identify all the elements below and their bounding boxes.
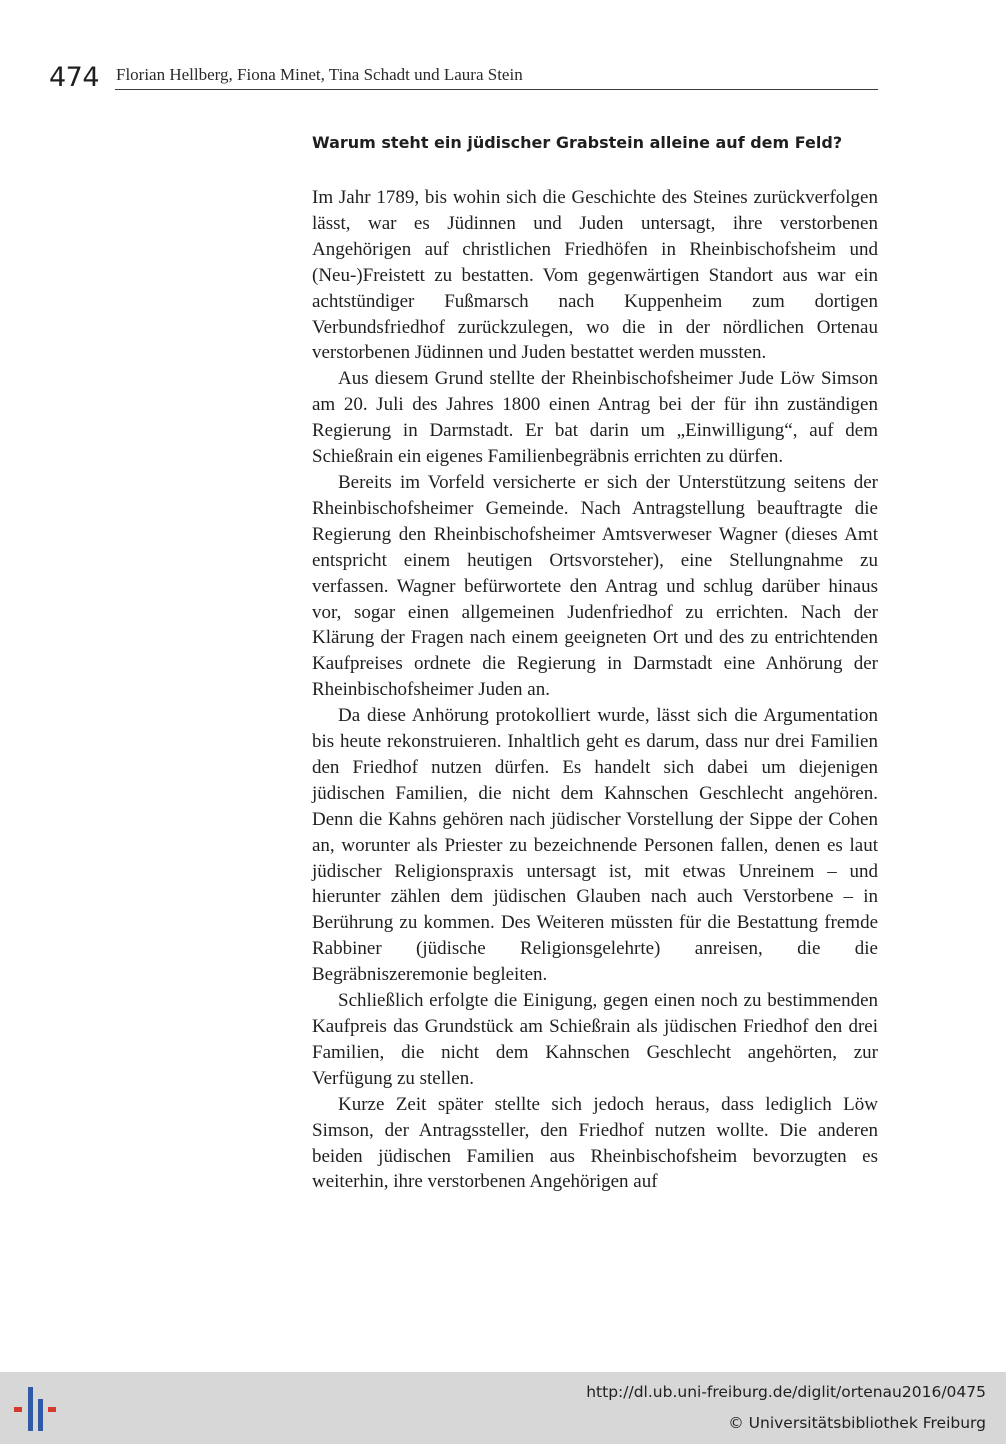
footer-copyright: © Universitätsbibliothek Freiburg: [728, 1414, 986, 1432]
paragraph: Da diese Anhörung protokolliert wurde, lässt sich die Argumentation bis heute rekonstruieren. Inhaltlich geht es darum, dass nur drei Familien den Friedhof nutzen dürfen. Es handelt sich dabei um diejenigen jüdischen Familien, die nicht dem Kahnschen Geschlecht angehören. Denn die Kahns gehören nach jüdischer Vorstellung der Sippe der Cohen an, worunter als Priester zu bezeichnende Personen fallen, denen es laut jüdischer Religionspraxis untersagt ist, mit etwas Unreinem – und hierunter zählen dem jüdischen Glauben nach auch Verstorbene – in Berührung zu kommen. Des Weiteren müssten für die Bestattung fremde Rabbiner (jüdische Religionsgelehrte) anreisen, die die Begräbniszeremonie begleiten.: [312, 705, 878, 986]
paragraph: Kurze Zeit später stellte sich jedoch heraus, dass lediglich Löw Simson, der Antragssteller, den Friedhof nutzen wollte. Die anderen beiden jüdischen Familien aus Rheinbischofsheim bevorzugten es weiterhin, ihre verstorbenen Angehörigen auf: [312, 1093, 878, 1193]
paragraph: Aus diesem Grund stellte der Rheinbischofsheimer Jude Löw Simson am 20. Juli des Jahres 1800 einen Antrag bei der für ihn zuständigen Regierung in Darmstadt. Er bat darin um „Einwilligung“, auf dem Schießrain ein eigenes Familienbegräbnis errichten zu dürfen.: [312, 368, 878, 468]
paragraph: Bereits im Vorfeld versicherte er sich der Unterstützung seitens der Rheinbischofsheimer Gemeinde. Nach Antragstellung beauftragte die Regierung den Rheinbischofsheimer Amtsverweser Wagner (dieses Amt entspricht einem heutigen Ortsvorsteher), eine Stellungnahme zu verfassen. Wagner befürwortete den Antrag und schlug darüber hinaus vor, sogar einen allgemeinen Judenfriedhof zu errichten. Nach der Klärung der Fragen nach einem geeigneten Ort und des zu entrichtenden Kaufpreises ordnete die Regierung in Darmstadt eine Anhörung der Rheinbischofsheimer Juden an.: [312, 471, 878, 701]
footer-bar: [0, 1372, 1006, 1444]
ub-freiburg-logo-icon: [12, 1385, 64, 1433]
header-divider: [115, 89, 878, 90]
paragraph: Im Jahr 1789, bis wohin sich die Geschichte des Steines zurückverfolgen lässt, war es Jüdinnen und Juden untersagt, ihre verstorbenen Angehörigen auf christlichen Friedhöfen in Rheinbischofsheim und (Neu-)Freistett zu bestatten. Vom gegenwärtigen Standort aus war ein achtstündiger Fußmarsch nach Kuppenheim zum dortigen Verbundsfriedhof zurückzulegen, wo die in der nördlichen Ortenau verstorbenen Jüdinnen und Juden bestattet werden mussten.: [312, 187, 878, 364]
footer-url-link[interactable]: http://dl.ub.uni-freiburg.de/diglit/ortenau2016/0475: [586, 1383, 986, 1401]
page-number: 474: [49, 62, 100, 93]
section-heading: Warum steht ein jüdischer Grabstein alleine auf dem Feld?: [312, 133, 843, 152]
article-body: [312, 185, 878, 1195]
running-head: Florian Hellberg, Fiona Minet, Tina Schadt und Laura Stein: [116, 65, 523, 84]
page-header: [49, 58, 879, 92]
paragraph: Schließlich erfolgte die Einigung, gegen einen noch zu bestimmenden Kaufpreis das Grundstück am Schießrain als jüdischen Friedhof den drei Familien, die nicht dem Kahnschen Geschlecht angehörten, zur Verfügung zu stellen.: [312, 990, 878, 1089]
